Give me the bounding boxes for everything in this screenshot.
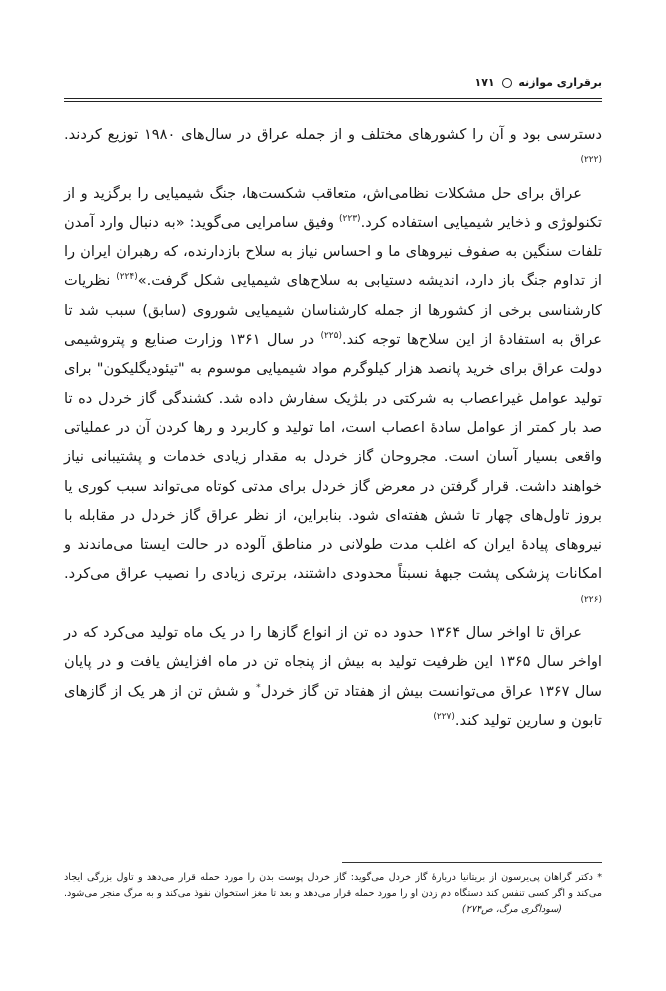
- footnote-source: (سوداگری مرگ، ص۲۷۴): [461, 904, 562, 915]
- footnote-reference: (۲۲۵): [320, 331, 342, 342]
- text-run: و شش تن از هر یک از گازهای تابون و سارین تولید کند.: [64, 682, 602, 729]
- footnote-text: * دکتر گراهان پی‌یرسون از بریتانیا دربارهٔ گاز خردل می‌گوید: گاز خردل پوست بدن را مورد حمله قرار می‌دهد و تاول بزرگی ایجاد می‌کند و اگر کسی تنفس کند دستگاه دم زدن او را مورد حمله قرار می‌دهد و بعد تا مغز استخوان نفوذ می‌کند و به مرگ منجر می‌شود.: [64, 872, 602, 899]
- text-run: نظریات کارشناسی برخی از کشورها از جمله کارشناسان شیمیایی شوروی (سابق) سبب شد تا عراق به استفادهٔ از این سلاح‌ها توجه کند.: [64, 272, 602, 349]
- footnote-reference: (۲۲۲): [580, 155, 602, 166]
- page-number: ۱۷۱: [474, 76, 495, 89]
- footnote-separator: [342, 862, 602, 863]
- text-run: عراق تا اواخر سال ۱۳۶۴ حدود ده تن از انواع گازها را در یک ماه تولید می‌کرد که در اواخر سال ۱۳۶۵ این ظرفیت تولید به بیش از پنجاه تن در ماه افزایش یافت و در پایان سال ۱۳۶۷ عراق می‌توانست بیش از هفتاد تن گاز خردل: [64, 624, 603, 700]
- text-run: دسترسی بود و آن را کشورهای مختلف و از جمله عراق در سال‌های ۱۹۸۰ توزیع کردند.: [64, 126, 602, 143]
- running-header: [64, 76, 602, 94]
- text-run: وفیق سامرایی می‌گوید: «به دنبال وارد آمدن تلفات سنگین به صفوف نیروهای ما و احساس نیاز به سلاح بازدارنده، که رهبران ایران را از تداوم جنگ باز دارد، اندیشه دستیابی به سلاح‌های شیمیایی شکل گرفت.»: [64, 213, 602, 290]
- footnote: [64, 870, 602, 918]
- header-rule-double: [64, 101, 602, 102]
- body-text: [64, 120, 602, 735]
- paragraph: [64, 179, 602, 618]
- footnote-reference: (۲۲۳): [339, 213, 361, 224]
- footnote-reference: (۲۲۷): [433, 711, 455, 722]
- footnote-reference: (۲۲۶): [580, 594, 602, 605]
- header-rule: [64, 98, 602, 99]
- paragraph: [64, 120, 602, 179]
- header-title: برقراری موازنه: [518, 76, 602, 89]
- paragraph: [64, 618, 602, 735]
- text-run: عراق برای حل مشکلات نظامی‌اش، متعاقب شکست‌ها، جنگ شیمیایی را برگزید و از تکنولوژی و ذخایر شیمیایی استفاده کرد.: [64, 184, 602, 231]
- footnote-reference: *: [256, 682, 261, 693]
- footnote-reference: (۲۲۴): [116, 272, 138, 283]
- text-run: در سال ۱۳۶۱ وزارت صنایع و پتروشیمی دولت عراق برای خرید پانصد هزار کیلوگرم مواد شیمیایی موسوم به "تیئودیگلیکون" برای تولید عوامل غیراعصاب به شرکتی در بلژیک سفارش داده شد. کشندگی گاز خردل ده تا صد بار کمتر از عوامل سادهٔ اعصاب است، اما تولید و کاربرد و رها کردن آن در عملیاتی واقعی بسیار آسان است. مجروحان گاز خردل به مقدار زیادی خدمات و پشتیبانی نیاز خواهند داشت. قرار گرفتن در معرض گاز خردل برای مدتی کوتاه می‌تواند سبب کوری یا بروز تاول‌های چهار تا شش هفته‌ای شود. بنابراین، از نظر عراق گاز خردل در مقابله با نیروهای پیادهٔ ایران که اغلب مدت طولانی در مناطق آلوده در حالت ایستا می‌ماندند و امکانات پزشکی پشت جبههٔ نسبتاً محدودی داشتند، برتری زیادی را نصیب عراق می‌کرد.: [64, 331, 602, 583]
- circle-ornament-icon: [502, 78, 512, 88]
